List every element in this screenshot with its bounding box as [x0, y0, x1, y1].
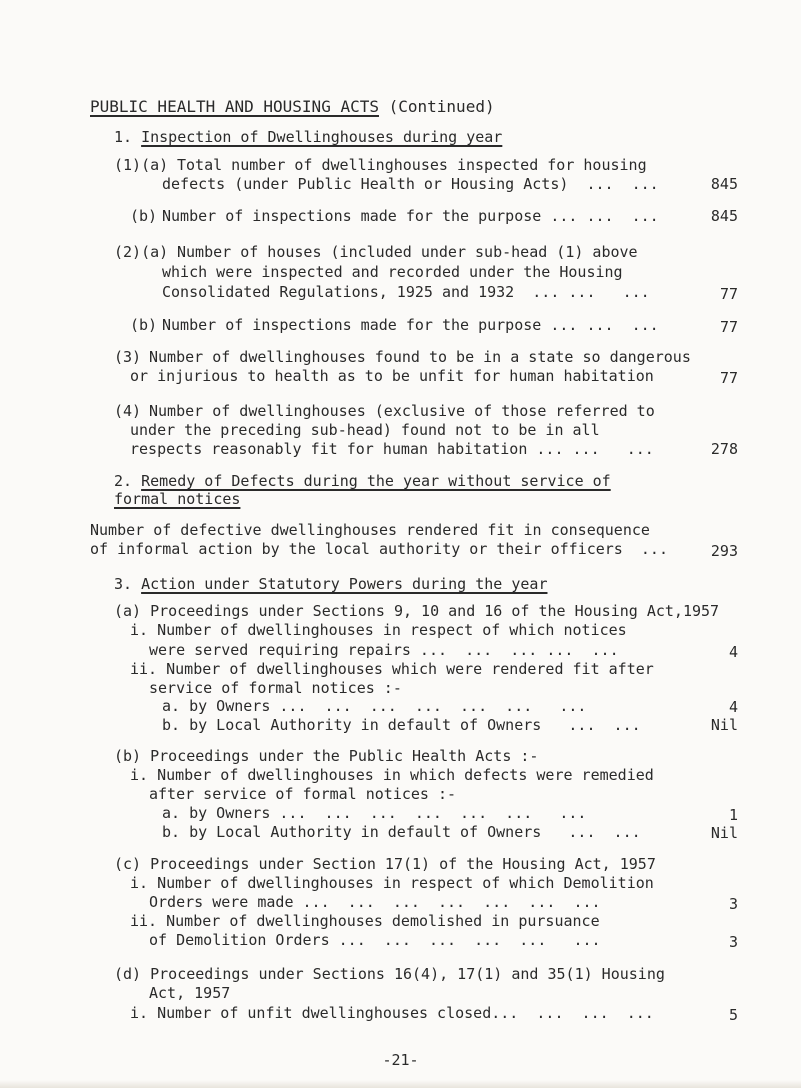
section-3a-ii-line-2: service of formal notices :-	[149, 679, 402, 697]
section-3c-ii-line-2: of Demolition Orders ... ... ... ... ... ...	[149, 931, 601, 949]
item-2b-label: (b)	[130, 316, 158, 334]
section-3a-i-value: 4	[728, 643, 738, 661]
item-4-value: 278	[710, 440, 738, 458]
section-3c-ii-value: 3	[728, 933, 738, 951]
section-3a-line-1: (a) Proceedings under Sections 9, 10 and 16 of the Housing Act,1957	[114, 602, 720, 620]
item-1b-value: 845	[710, 207, 738, 225]
item-3-label: (3)	[114, 348, 142, 366]
item-2a-line-1: Number of houses (included under sub-head (1) above	[177, 243, 638, 261]
section-2-line-2: of informal action by the local authority or their officers ...	[90, 540, 668, 558]
section-3a-ii-a: a. by Owners ... ... ... ... ... ... ...	[162, 697, 587, 715]
section-3b-i-a-value: 1	[728, 806, 738, 824]
page-bottom-edge	[0, 1080, 801, 1088]
section-3b-line-1: (b) Proceedings under the Public Health Acts :-	[114, 747, 539, 765]
section-3b-i-b-value: Nil	[710, 824, 738, 842]
item-1b-label: (b)	[130, 207, 158, 225]
item-4-line-3: respects reasonably fit for human habitation ... ... ...	[130, 440, 654, 458]
section-3c-i-line-1: i. Number of dwellinghouses in respect of which Demolition	[130, 874, 654, 892]
item-2b-line-1: Number of inspections made for the purpose ... ... ...	[162, 316, 659, 334]
header-title: PUBLIC HEALTH AND HOUSING ACTS	[90, 97, 379, 116]
item-2a-line-2: which were inspected and recorded under the Housing	[162, 263, 623, 281]
item-2a-line-3: Consolidated Regulations, 1925 and 1932 ... ... ...	[162, 283, 650, 301]
section-3b-i-b: b. by Local Authority in default of Owners ... ...	[162, 823, 641, 841]
item-1a-value: 845	[710, 175, 738, 193]
section-3a-i-line-2: were served requiring repairs ... ... ... ... ...	[149, 641, 619, 659]
section-3b-i-a: a. by Owners ... ... ... ... ... ... ...	[162, 804, 587, 822]
section-3d-line-1: (d) Proceedings under Sections 16(4), 17(1) and 35(1) Housing	[114, 965, 665, 983]
page-header	[90, 98, 495, 116]
section-3d-line-2: Act, 1957	[149, 984, 231, 1002]
section-1-heading: 1. Inspection of Dwellinghouses during year	[114, 128, 503, 146]
section-2-heading: 2. Remedy of Defects during the year without service of	[114, 472, 611, 490]
item-3-line-1: Number of dwellinghouses found to be in a state so dangerous	[149, 348, 691, 366]
section-3a-ii-a-value: 4	[728, 698, 738, 716]
section-3c-line-1: (c) Proceedings under Section 17(1) of the Housing Act, 1957	[114, 855, 656, 873]
item-2a-value: 77	[719, 285, 738, 303]
section-3c-i-value: 3	[728, 895, 738, 913]
item-3-line-2: or injurious to health as to be unfit for human habitation	[130, 367, 654, 385]
section-2-heading-line-2: formal notices	[114, 490, 241, 508]
section-3a-ii-b-value: Nil	[710, 716, 738, 734]
section-3a-ii-line-1: ii. Number of dwellinghouses which were rendered fit after	[130, 660, 654, 678]
section-3b-i-line-2: after service of formal notices :-	[149, 785, 457, 803]
section-3c-ii-line-1: ii. Number of dwellinghouses demolished in pursuance	[130, 912, 600, 930]
section-3c-i-line-2: Orders were made ... ... ... ... ... ... ...	[149, 893, 601, 911]
item-1a-line-1: Total number of dwellinghouses inspected for housing	[177, 156, 647, 174]
section-3b-i-line-1: i. Number of dwellinghouses in which defects were remedied	[130, 766, 654, 784]
section-3d-i-line-1: i. Number of unfit dwellinghouses closed... ... ... ...	[130, 1004, 654, 1022]
section-2-line-1: Number of defective dwellinghouses rendered fit in consequence	[90, 521, 650, 539]
section-2-value: 293	[710, 542, 738, 560]
section-3-heading: 3. Action under Statutory Powers during the year	[114, 575, 548, 593]
item-1a-line-2: defects (under Public Health or Housing Acts) ... ...	[162, 175, 659, 193]
item-3-value: 77	[719, 369, 738, 387]
page-number: -21-	[382, 1051, 419, 1069]
header-title-suffix: (Continued)	[388, 97, 495, 116]
section-3a-i-line-1: i. Number of dwellinghouses in respect of which notices	[130, 621, 627, 639]
section-3a-ii-b: b. by Local Authority in default of Owners ... ...	[162, 716, 641, 734]
item-4-label: (4)	[114, 402, 142, 420]
item-4-line-2: under the preceding sub-head) found not to be in all	[130, 421, 600, 439]
item-1b-line-1: Number of inspections made for the purpose ... ... ...	[162, 207, 659, 225]
item-2b-value: 77	[719, 318, 738, 336]
item-2a-label: (2)(a)	[114, 243, 169, 261]
item-1a-label: (1)(a)	[114, 156, 169, 174]
item-4-line-1: Number of dwellinghouses (exclusive of those referred to	[149, 402, 655, 420]
section-3d-i-value: 5	[728, 1006, 738, 1024]
